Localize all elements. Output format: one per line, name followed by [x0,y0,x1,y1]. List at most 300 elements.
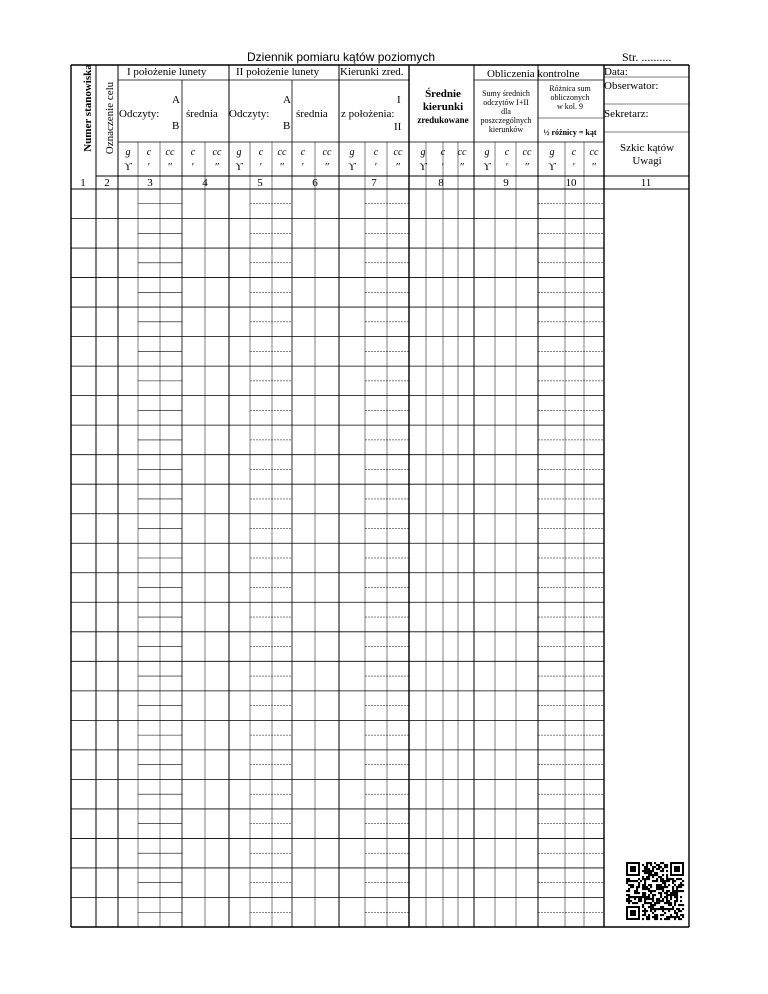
sketch-line2: Uwagi [632,155,662,167]
qr-module [670,914,672,916]
qr-module [666,874,668,876]
qr-module [646,878,648,880]
sums-line3: dla [501,107,511,116]
unit-label: c [571,147,577,158]
qr-module [650,890,652,892]
qr-module [664,880,666,882]
qr-module [634,892,636,894]
qr-module [652,894,654,896]
qr-module [678,878,680,880]
qr-module [680,884,682,886]
qr-module [626,874,640,876]
qr-module [642,894,644,896]
qr-module [654,872,656,874]
readings-label-1: Odczyty: [119,108,160,120]
qr-module [648,878,650,880]
half-diff-label: ½ różnicy = kąt [543,128,597,137]
qr-module [666,866,668,868]
qr-module [666,870,668,872]
qr-module [656,886,658,888]
qr-module [648,894,650,896]
unit-label: g [125,147,131,158]
qr-module [656,874,658,876]
qr-module [662,868,664,870]
qr-module [626,900,628,902]
qr-module [644,872,646,874]
qr-module [642,876,644,878]
qr-module [644,884,646,886]
qr-module [648,902,650,904]
unit-symbol: ϒ [348,161,356,173]
qr-module [674,890,676,892]
qr-module [626,878,628,880]
qr-module [668,918,670,920]
qr-module [650,870,652,872]
qr-module [668,904,670,906]
qr-module [666,864,668,866]
qr-module [660,862,662,864]
qr-module [664,912,666,914]
qr-module [660,870,662,872]
qr-module [644,912,646,914]
qr-module [642,914,644,916]
unit-label: c [373,147,379,158]
qr-module [644,898,646,900]
qr-module [662,886,664,888]
qr-module [666,908,668,910]
qr-module [670,862,672,876]
mean-label-2: średnia [296,108,328,120]
qr-module [644,910,646,912]
qr-module [674,894,676,896]
qr-module [660,906,662,908]
qr-module [672,886,674,888]
qr-module [678,908,680,910]
mean-dirs-line1: Średnie [425,88,461,100]
qr-module [676,886,678,888]
qr-module [678,918,680,920]
qr-module [664,866,666,868]
qr-module [670,894,672,896]
qr-module [626,918,640,920]
qr-module [644,870,646,872]
qr-module [662,914,664,916]
qr-module [666,886,668,888]
unit-symbol: ʹ [301,161,305,173]
page-title: Dziennik pomiaru kątów poziomych [247,50,436,64]
column-number-4: 4 [202,177,208,189]
qr-module [664,886,666,888]
qr-module [654,918,656,920]
reading-a-1: A [172,94,180,106]
qr-module [646,918,648,920]
qr-module [666,892,668,894]
qr-module [646,862,648,864]
qr-module [654,890,656,892]
qr-module [644,900,646,902]
qr-module [680,882,682,884]
qr-module [678,904,680,906]
qr-module [658,898,660,900]
qr-module [658,868,660,870]
qr-module [638,878,640,880]
qr-module [654,904,656,906]
qr-module [646,870,648,872]
qr-module [626,862,640,864]
qr-module [642,884,644,886]
qr-module [640,900,642,902]
field-secretary: Sekretarz: [604,108,649,120]
qr-module [670,878,672,880]
qr-module [648,888,650,890]
qr-module [644,902,646,904]
qr-module [642,904,644,906]
qr-module [630,880,632,882]
qr-module [630,896,632,898]
qr-module [658,876,660,878]
qr-module [676,890,678,892]
sums-line5: kierunków [488,125,524,134]
qr-module [668,902,670,904]
qr-module [672,916,674,918]
qr-module [626,862,628,876]
qr-module [646,866,648,868]
qr-module [648,918,650,920]
qr-module [644,892,646,894]
qr-module [638,898,640,900]
qr-module [640,880,642,882]
qr-module [646,916,648,918]
qr-module [680,890,682,892]
unit-symbol: ϒ [124,161,132,173]
qr-module [634,880,636,882]
qr-module [664,892,666,894]
qr-module [656,864,658,866]
qr-module [676,914,678,916]
roman-i-label: I [397,94,401,106]
qr-module [660,880,662,882]
qr-module [670,916,672,918]
qr-module [682,884,684,886]
qr-module [668,884,670,886]
qr-module [658,888,660,890]
qr-module [630,886,632,888]
qr-module [664,908,666,910]
qr-module [648,874,650,876]
qr-module [626,906,640,908]
qr-module [626,894,628,896]
qr-module [662,874,664,876]
qr-module [644,882,646,884]
qr-module [648,914,650,916]
qr-module [658,902,660,904]
column-number-9: 9 [503,177,509,189]
qr-module [658,892,660,894]
qr-module [682,916,684,918]
qr-module [672,894,674,896]
qr-module [650,898,652,900]
qr-module [680,878,682,880]
qr-module [680,914,682,916]
qr-module [650,862,652,864]
qr-module [626,880,628,882]
qr-module [626,898,628,900]
field-data: Data: [604,66,628,78]
qr-module [628,898,630,900]
qr-module [646,902,648,904]
qr-module [646,872,648,874]
qr-module [656,914,658,916]
qr-module [664,902,666,904]
qr-module [660,900,662,902]
qr-module [654,910,656,912]
qr-module [666,916,668,918]
qr-module [628,878,630,880]
qr-module [650,874,652,876]
qr-module [666,894,668,896]
column-number-2: 2 [104,177,110,189]
qr-module [662,906,664,908]
qr-module [680,910,682,912]
column-number-3: 3 [147,177,153,189]
qr-module [682,890,684,892]
qr-module [626,890,628,892]
qr-module [662,910,664,912]
qr-module [658,864,660,866]
qr-module [676,912,678,914]
mean-dirs-line3: zredukowane [417,115,469,125]
qr-module [654,866,656,868]
header-position-ii: II położenie lunety [236,66,320,78]
qr-module [632,880,634,882]
qr-module [630,900,632,902]
qr-module [654,894,656,896]
qr-module [644,866,646,868]
diff-line1: Różnica sum [549,84,591,93]
unit-symbol: ʹ [572,161,576,173]
qr-module [654,914,656,916]
unit-label: c [300,147,306,158]
diff-line3: w kol. 9 [557,102,583,111]
unit-symbol: ʹ [441,161,445,173]
qr-module [628,884,630,886]
qr-module [672,878,674,880]
qr-module [676,894,678,896]
header-station-number: Numer stanowiska [82,64,94,152]
qr-module [636,896,638,898]
qr-module [642,910,644,912]
qr-module [668,890,670,892]
roman-ii-label: II [394,121,402,133]
qr-module [680,886,682,888]
qr-module [660,878,662,880]
qr-module [660,908,662,910]
column-number-10: 10 [565,177,577,189]
qr-module [672,890,674,892]
qr-module [674,916,676,918]
qr-module [674,918,676,920]
qr-module [636,890,638,892]
qr-module [646,888,648,890]
unit-label: c [258,147,264,158]
qr-module [652,880,654,882]
qr-module [652,904,654,906]
qr-module [672,892,674,894]
qr-module [656,918,658,920]
qr-module [660,884,662,886]
qr-module [660,918,662,920]
qr-module [656,916,658,918]
qr-module [666,918,668,920]
qr-module [682,908,684,910]
qr-module [650,906,652,908]
qr-module [674,900,676,902]
qr-module [632,896,634,898]
header-reduced-dirs: Kierunki zred. [340,66,404,78]
qr-module [638,892,640,894]
qr-module [654,902,656,904]
unit-symbol: ϒ [419,161,427,173]
qr-module [650,892,652,894]
qr-module [668,880,670,882]
qr-module [630,884,632,886]
qr-module [670,874,684,876]
qr-module [642,886,644,888]
column-number-1: 1 [80,177,86,189]
qr-module [644,878,646,880]
qr-module [630,866,636,872]
qr-module [648,896,650,898]
qr-module [662,898,664,900]
qr-module [652,898,654,900]
qr-module [652,896,654,898]
column-number-11: 11 [640,177,652,189]
qr-module [650,886,652,888]
readings-label-2: Odczyty: [229,108,270,120]
qr-module [662,882,664,884]
header-control-calcs: Obliczenia kontrolne [487,68,580,80]
unit-symbol: ʺ [459,161,465,173]
qr-module [682,862,684,876]
qr-module [674,884,676,886]
qr-module [670,904,672,906]
qr-module [678,910,680,912]
qr-module [648,890,650,892]
qr-module [660,892,662,894]
qr-module [662,888,664,890]
unit-label: c [504,147,510,158]
qr-module [668,878,670,880]
qr-module [662,878,664,880]
qr-module [650,902,652,904]
qr-module [644,896,646,898]
qr-module [670,902,672,904]
qr-module [644,886,646,888]
unit-label: cc [165,147,175,158]
qr-module [676,896,678,898]
qr-module [636,888,638,890]
qr-module [634,890,636,892]
unit-label: cc [322,147,332,158]
column-number-6: 6 [312,177,318,189]
qr-module [656,888,658,890]
qr-module [652,900,654,902]
column-number-8: 8 [438,177,444,189]
qr-module [662,880,664,882]
qr-module [668,894,670,896]
qr-module [668,910,670,912]
qr-module [638,862,640,876]
qr-module [648,870,650,872]
qr-module [638,900,640,902]
from-positions-label: z położenia: [341,108,395,120]
unit-symbol: ϒ [235,161,243,173]
qr-module [676,916,678,918]
unit-symbol: ʹ [191,161,195,173]
qr-module [654,874,656,876]
qr-module [636,902,638,904]
unit-label: c [440,147,446,158]
header-target-label: Oznaczenie celu [104,81,116,155]
column-number-7: 7 [371,177,377,189]
qr-module [676,898,678,900]
qr-module [632,886,634,888]
qr-module [650,908,652,910]
qr-module [630,910,636,916]
unit-label: g [549,147,555,158]
qr-module [640,896,642,898]
qr-module [668,908,670,910]
qr-module [652,876,654,878]
qr-module [648,862,650,864]
qr-module [650,904,652,906]
qr-module [650,910,652,912]
sums-line1: Sumy średnich [482,89,530,98]
reading-b-2: B [283,120,291,132]
qr-module [676,878,678,880]
qr-module [676,892,678,894]
qr-module [666,878,668,880]
unit-symbol: ʺ [591,161,597,173]
unit-label: g [484,147,490,158]
qr-module [642,918,644,920]
qr-module [648,876,650,878]
qr-module [682,914,684,916]
qr-module [670,892,672,894]
qr-module [662,908,664,910]
qr-module [628,880,630,882]
unit-label: cc [522,147,532,158]
qr-module [664,918,666,920]
qr-module [672,882,674,884]
qr-module [670,898,672,900]
qr-module [660,866,662,868]
qr-module [666,876,668,878]
qr-module [654,862,656,864]
unit-label: g [420,147,426,158]
qr-module [660,896,662,898]
qr-module [674,904,676,906]
qr-module [680,896,682,898]
unit-label: cc [277,147,287,158]
qr-module [672,906,674,908]
field-observer: Obserwator: [604,80,659,92]
unit-symbol: ʹ [259,161,263,173]
qr-module [654,916,656,918]
qr-module [674,910,676,912]
qr-module [670,862,684,864]
qr-module [656,880,658,882]
